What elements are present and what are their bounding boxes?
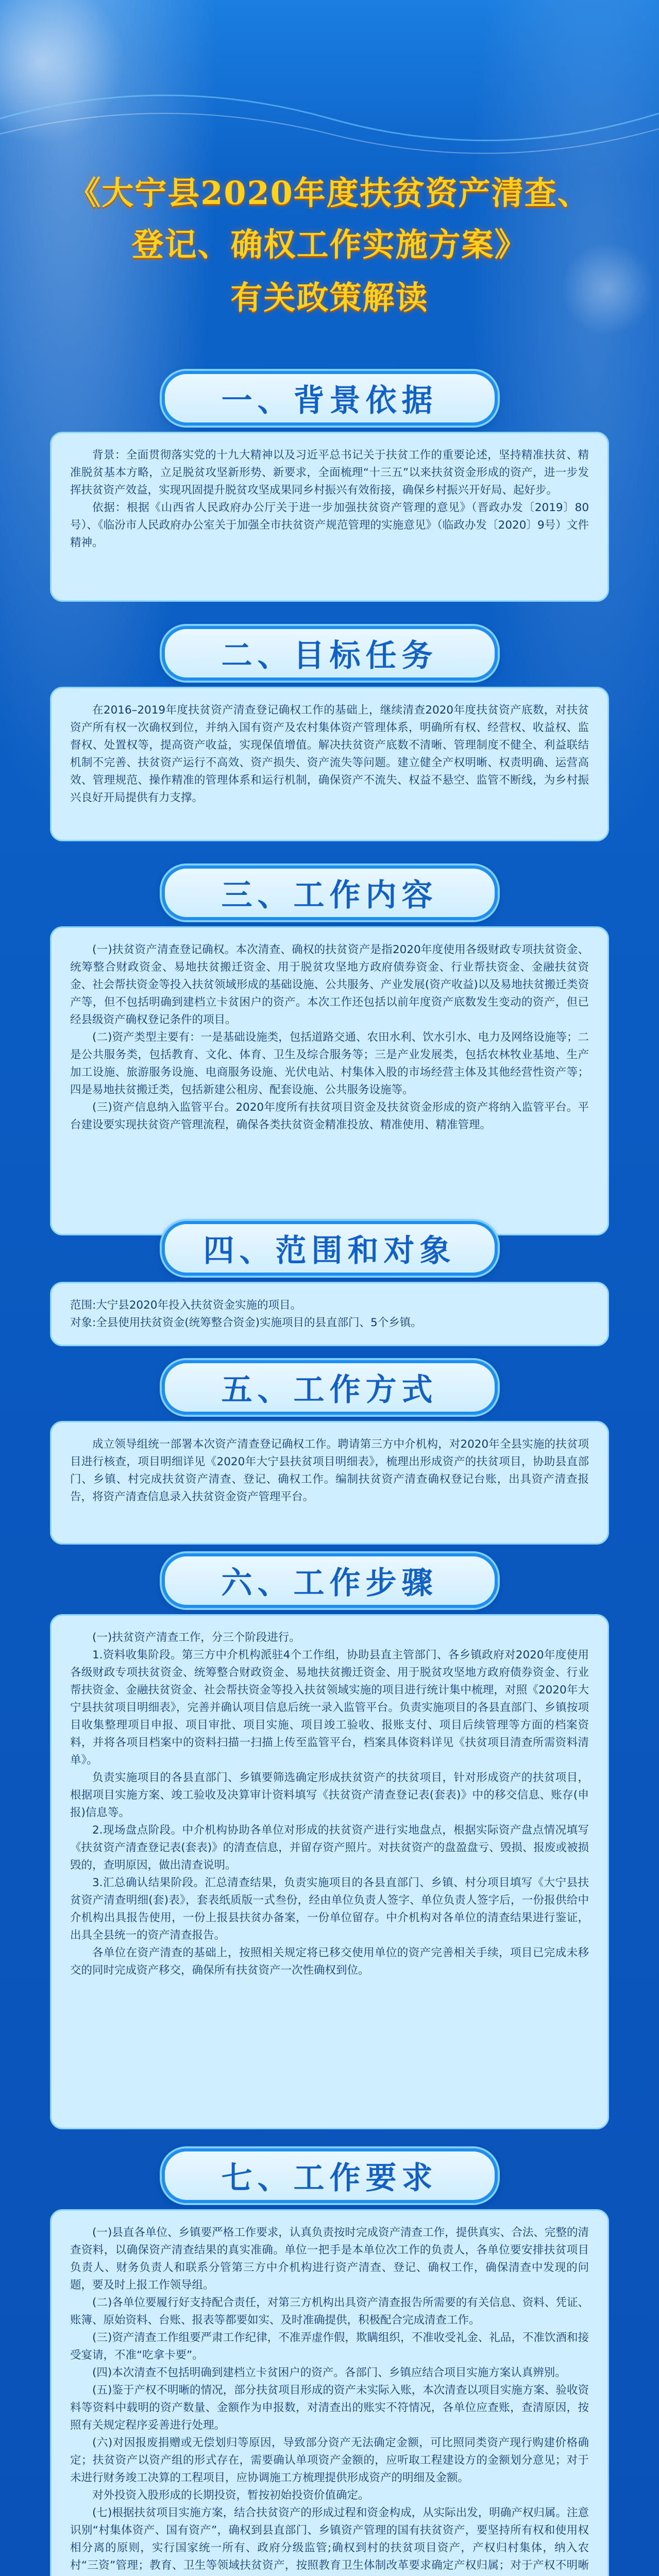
paragraph: (二)资产类型主要有：一是基础设施类，包括道路交通、农田水利、饮水引水、电力及网络设施等；二是公共服务类，包括教育、文化、体育、卫生及综合服务等；三是产业发展类，包括农林牧业基地、生产加工设施、旅游服务设施、电商服务设施、光伏电站、村集体入股的市场经营主体及其他经营性资产等；四是易地扶贫搬迁类，包括新建公租房、配套设施、公共服务设施等。 [70,1031,589,1096]
section-heading [162,866,498,920]
paragraph: (三)资产清查工作组要严肃工作纪律，不准弄虚作假，欺瞒组织，不准收受礼金、礼品，不准饮酒和接受宴请，不准“吃拿卡要”。 [70,2331,589,2362]
paragraph: (六)对因报废捐赠或无偿划归等原因，导致部分资产无法确定金额，可比照同类资产现行购建价格确定；扶贫资产以资产组的形式存在，需要确认单项资产金额的，应听取工程建设方的金额划分意见；对于未进行财务竣工决算的工程项目，应协调施工方梳理提供形成资产的明细及金额。 [70,2436,589,2484]
paragraph: 范围:大宁县2020年投入扶贫资金实施的项目。 [70,1299,301,1312]
paragraph: (四)本次清查不包括明确到建档立卡贫困户的资产。各部门、乡镇应结合项目实施方案认真辨别。 [92,2366,566,2379]
paragraph: (二)各单位要履行好支持配合责任，对第三方机构出具资产清查报告所需要的有关信息、资料、凭证、账簿、原始资料、台账、报表等都要如实、及时准确提供，积极配合完成清查工作。 [70,2296,589,2327]
section-heading-text: 三、工作内容 [221,877,438,913]
section-heading [162,1360,498,1415]
paragraph: (三)资产信息纳入监管平台。2020年度所有扶贫项目资金及扶贫资金形成的资产将纳入监管平台。平台建设要实现扶贫资产管理流程，确保各类扶贫资金精准投放、精准使用、精准管理。 [70,1101,589,1131]
section-heading-text: 四、范围和对象 [203,1233,456,1269]
section-heading [162,1221,498,1276]
section-heading-text: 五、工作方式 [221,1372,438,1408]
page-header [0,0,659,330]
section-heading [162,626,498,681]
paragraph: 对象:全县使用扶贫资金(统筹整合资金)实施项目的县直部门、5个乡镇。 [70,1316,422,1329]
paragraph: 在2016–2019年度扶贫资产清查登记确权工作的基础上，继续清查2020年度扶贫资产底数，对扶贫资产所有权一次确权到位，并纳入国有资产及农村集体资产管理体系，明确所有权、经营权、收益权、监督权、处置权等，提高资产收益，实现保值增值。解决扶贫资产底数不清晰、管理制度不健全、利益联结机制不完善、扶贫资产运行不高效、资产损失、资产流失等问题。建立健全产权明晰、权责明确、运营高效、管理规范、操作精准的管理体系和运行机制，确保资产不流失、权益不悬空、监管不断线，为乡村振兴良好开局提供有力支撑。 [70,704,589,804]
paragraph: 成立领导组统一部署本次资产清查登记确权工作。聘请第三方中介机构，对2020年全县实施的扶贫项目进行核查，项目明细详见《2020年大宁县扶贫项目明细表》，梳理出形成资产的扶贫项目，协助县直部门、乡镇、村完成扶贫资产清查、登记、确权工作。编制扶贫资产清查确权登记台账，出具资产清查报告，将资产清查信息录入扶贫资金资产管理平台。 [70,1438,589,1503]
section-heading-text: 一、背景依据 [221,383,438,419]
section-body [50,1614,609,2129]
section-body [50,2209,609,2576]
paragraph: 负责实施项目的各县直部门、乡镇要筛选确定形成扶贫资产的扶贫项目，针对形成资产的扶贫项目，根据项目实施方案、竣工验收及决算审计资料填写《扶贫资产清查登记表(套表)》中的移交信息、账存(申报)信息等。 [70,1771,589,1819]
section-heading-text: 二、目标任务 [221,638,438,674]
section-heading [162,1553,498,1608]
section-body [50,432,609,602]
page-title-line-2: 登记、确权工作实施方案》 [131,226,528,263]
section-body [50,926,609,1235]
section-heading-text: 六、工作步骤 [221,1565,438,1601]
paragraph: (七)根据扶贫项目实施方案，结合扶贫资产的形成过程和资金构成，从实际出发，明确产权归属。注意识别“村集体资产、国有资产”，确权到县直部门、乡镇资产管理的国有扶贫资产，要坚持所有权和使用权相分离的原则，实行国家统一所有、政府分级监管;确权到村的扶贫项目资产，产权归村集体，纳入农村“三资”管理；教育、卫生等领域扶贫资产，按照教育卫生体制改革要求确定产权归属；对于产权不明晰 [70,2506,589,2572]
section-heading [162,371,498,426]
page-title-line-1: 《大宁县2020年度扶贫资产清查、 [69,174,590,212]
paragraph: 2.现场盘点阶段。中介机构协助各单位对形成的扶贫资产进行实地盘点，根据实际资产盘点情况填写《扶贫资产清查登记表(套表)》的清查信息，并留存资产照片。对扶贫资产的盘盈盘亏、毁损、报废或被损毁的，查明原因，做出清查说明。 [70,1824,589,1872]
paragraph: (一)县直各单位、乡镇要严格工作要求，认真负责按时完成资产清查工作，提供真实、合法、完整的清查资料，以确保资产清查结果的真实准确。单位一把手是本单位次工作的负责人，各单位要安排扶贫项目负责人、财务负责人和联系分管第三方中介机构进行资产清查、登记、确权工作，确保清查中发现的问题，要及时上报工作领导组。 [70,2226,589,2292]
section-body [50,687,609,841]
paragraph: 对外投资入股形成的长期投资，暂按初始投资价值确定。 [92,2489,369,2502]
paragraph: (五)鉴于产权不明晰的情况，部分扶贫项目形成的资产未实际入账，本次清查以项目实施方案、验收资料等资料中载明的资产数量、金额作为申报数，对清查出的账实不符情况，各单位应查账，查清原因，按照有关规定程序妥善进行处理。 [70,2384,589,2432]
section-body [50,1282,609,1346]
paragraph: 各单位在资产清查的基础上，按照相关规定将已移交使用单位的资产完善相关手续，项目已完成未移交的同时完成资产移交，确保所有扶贫资产一次性确权到位。 [70,1946,589,1977]
page-title-line-3: 有关政策解读 [230,279,429,316]
paragraph: 依据：根据《山西省人民政府办公厅关于进一步加强扶贫资产管理的意见》（晋政办发〔2019〕80号）、《临汾市人民政府办公室关于加强全市扶贫资产规范管理的实施意见》（临政办发〔2020〕9号）文件精神。 [70,501,589,549]
paragraph: (一)扶贫资产清查工作，分三个阶段进行。 [92,1631,300,1644]
section-heading [162,2148,498,2203]
paragraph: (一)扶贫资产清查登记确权。本次清查、确权的扶贫资产是指2020年度使用各级财政专项扶贫资金、统筹整合财政资金、易地扶贫搬迁资金、用于脱贫攻坚地方政府债券资金、行业帮扶资金、金融扶贫资金、社会帮扶资金等投入扶贫领域形成的基础设施、公共服务、产业发展(资产收益)以及易地扶贫搬迁类资产等，但不包括明确到建档立卡贫困户的资产。本次工作还包括以前年度资产底数发生变动的资产，但已经县级资产确权登记条件的项目。 [70,943,589,1026]
paragraph: 1.资料收集阶段。第三方中介机构派驻4个工作组，协助县直主管部门、各乡镇政府对2020年度使用各级财政专项扶贫资金、统筹整合财政资金、易地扶贫搬迁资金、用于脱贫攻坚地方政府债券资金、行业帮扶资金、金融扶贫资金、社会帮扶资金等投入扶贫领域实施的项目进行统计集中梳理，对照《2020年大宁县扶贫项目明细表》，完善并确认项目信息后统一录入监管平台。负责实施项目的各县直部门、乡镇按项目收集整理项目申报、项目审批、项目实施、项目竣工验收、报账支付、项目后续管理等方面的档案资料，并将各项目档案中的资料扫描一扫描上传至监管平台，档案具体资料详见《扶贫项目清查所需资料清单》。 [70,1649,589,1767]
section-heading-text: 七、工作要求 [221,2160,438,2196]
section-body [50,1421,609,1545]
paragraph: 背景：全面贯彻落实党的十九大精神以及习近平总书记关于扶贫工作的重要论述，坚持精准扶贫、精准脱贫基本方略，立足脱贫攻坚新形势、新要求，全面梳理“十三五”以来扶贫资金形成的资产，进一步发挥扶贫资产效益，实现巩固提升脱贫攻坚成果同乡村振兴有效衔接，确保乡村振兴开好局、起好步。 [70,449,589,497]
paragraph: 3.汇总确认结果阶段。汇总清查结果，负责实施项目的各县直部门、乡镇、村分项目填写《大宁县扶贫资产清查明细(套)表》，套表纸质版一式叁份，经由单位负责人签字、单位负责人签字后，一份报供给中介机构出具报告使用，一份上报县扶贫办备案，一份单位留存。中介机构对各单位的清查结果进行鉴证，出具全县统一的资产清查报告。 [70,1876,589,1942]
